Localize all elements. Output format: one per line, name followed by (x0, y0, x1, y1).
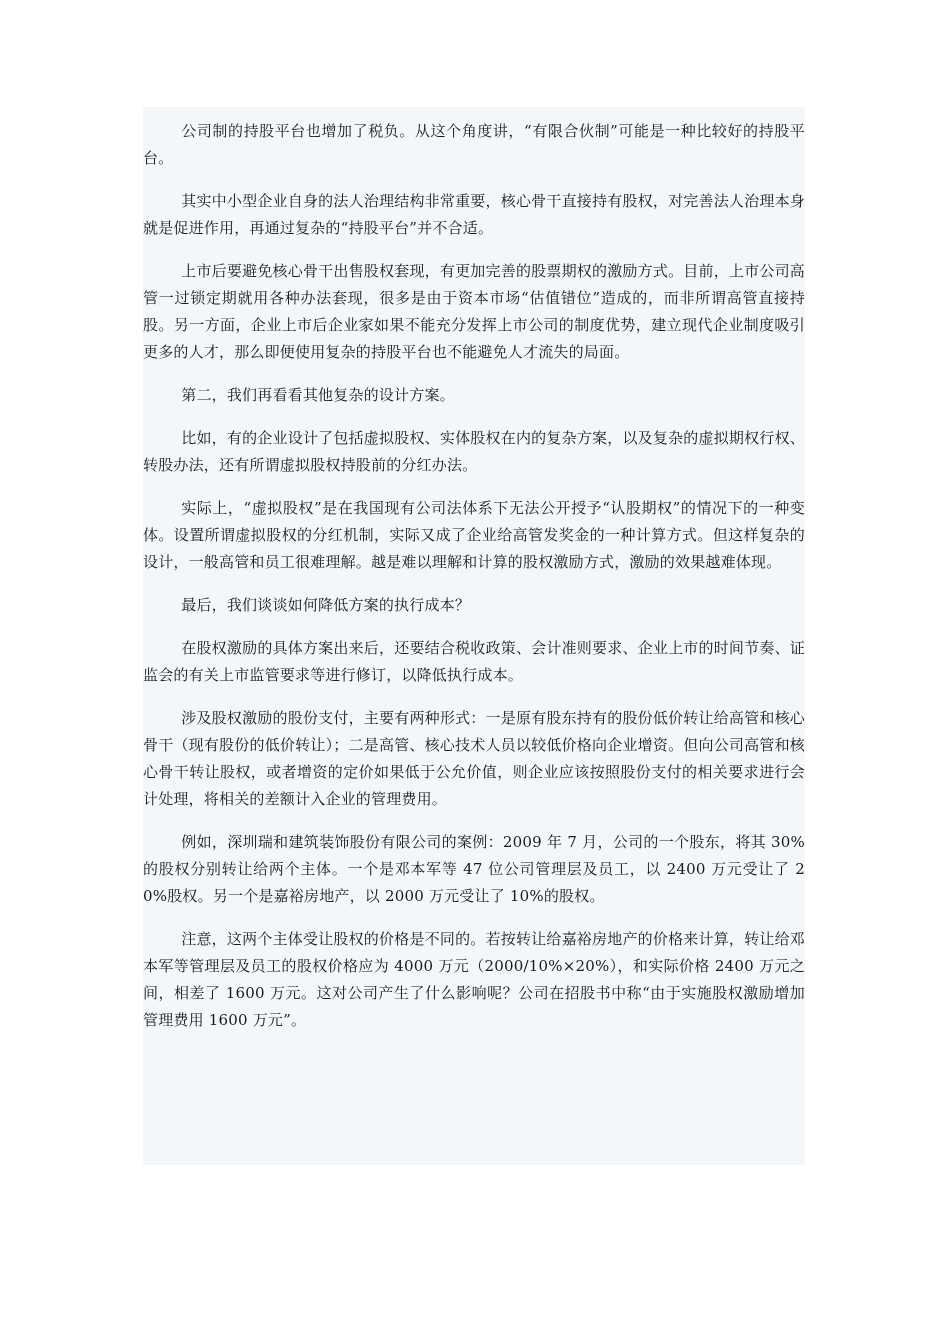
paragraph-6: 实际上，“虚拟股权”是在我国现有公司法体系下无法公开授予“认股期权”的情况下的一种变体。设置所谓虚拟股权的分红机制，实际又成了企业给高管发奖金的一种计算方式。但这样复杂的设计，一般高管和员工很难理解。越是难以理解和计算的股权激励方式，激励的效果越难体现。 (143, 499, 805, 571)
paragraph-5: 比如，有的企业设计了包括虚拟股权、实体股权在内的复杂方案，以及复杂的虚拟期权行权、转股办法，还有所谓虚拟股权持股前的分红办法。 (143, 429, 805, 474)
paragraph-8: 在股权激励的具体方案出来后，还要结合税收政策、会计准则要求、企业上市的时间节奏、证监会的有关上市监管要求等进行修订，以降低执行成本。 (143, 639, 805, 684)
paragraph-2: 其实中小型企业自身的法人治理结构非常重要，核心骨干直接持有股权，对完善法人治理本身就是促进作用，再通过复杂的“持股平台”并不合适。 (143, 192, 805, 237)
paragraph-11: 注意，这两个主体受让股权的价格是不同的。若按转让给嘉裕房地产的价格来计算，转让给邓本军等管理层及员工的股权价格应为 4000 万元（2000/10%×20%），和实际价格 2400 万元之间，相差了 1600 万元。这对公司产生了什么影响呢？公司在招股书中称“由于实施股权激励增加管理费用 1600 万元”。 (143, 930, 805, 1029)
paragraph-7: 最后，我们谈谈如何降低方案的执行成本？ (181, 596, 471, 614)
paragraph-10: 例如，深圳瑞和建筑装饰股份有限公司的案例：2009 年 7 月，公司的一个股东，将其 30%的股权分别转让给两个主体。一个是邓本军等 47 位公司管理层及员工，以 2400 万元受让了 20%股权。另一个是嘉裕房地产，以 2000 万元受让了 10%的股权。 (143, 833, 805, 905)
paragraph-4: 第二，我们再看看其他复杂的设计方案。 (181, 386, 455, 404)
paragraph-1: 公司制的持股平台也增加了税负。从这个角度讲，“有限合伙制”可能是一种比较好的持股平台。 (143, 122, 805, 167)
paragraph-9: 涉及股权激励的股份支付，主要有两种形式：一是原有股东持有的股份低价转让给高管和核心骨干（现有股份的低价转让）；二是高管、核心技术人员以较低价格向企业增资。但向公司高管和核心骨干转让股权，或者增资的定价如果低于公允价值，则企业应该按照股份支付的相关要求进行会计处理，将相关的差额计入企业的管理费用。 (143, 709, 805, 808)
paragraph-3: 上市后要避免核心骨干出售股权套现，有更加完善的股票期权的激励方式。目前，上市公司高管一过锁定期就用各种办法套现，很多是由于资本市场“估值错位”造成的，而非所谓高管直接持股。另一方面，企业上市后企业家如果不能充分发挥上市公司的制度优势，建立现代企业制度吸引更多的人才，那么即便使用复杂的持股平台也不能避免人才流失的局面。 (143, 262, 805, 361)
article-body (143, 107, 805, 1165)
